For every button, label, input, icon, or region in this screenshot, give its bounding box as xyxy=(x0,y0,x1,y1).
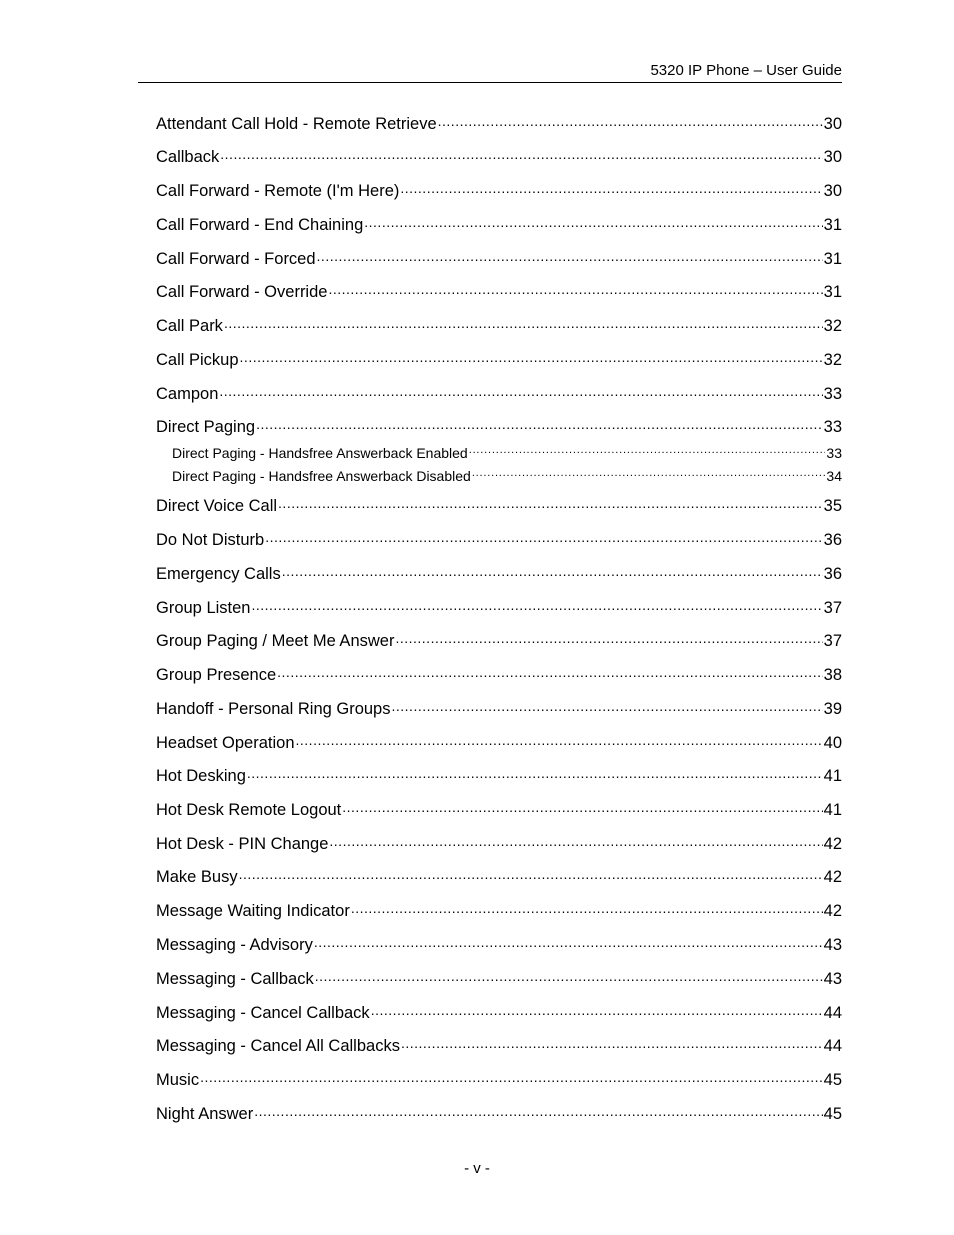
toc-entry[interactable] xyxy=(156,247,842,269)
toc-entry-title: Headset Operation xyxy=(156,733,295,752)
dot-leader xyxy=(220,145,822,162)
toc-entry[interactable] xyxy=(156,933,842,955)
toc-entry[interactable] xyxy=(156,865,842,887)
toc-entry-title: Emergency Calls xyxy=(156,564,281,583)
dot-leader xyxy=(240,348,823,365)
toc-entry-title: Hot Desk - PIN Change xyxy=(156,834,329,853)
toc-entry[interactable] xyxy=(156,832,842,854)
page-header xyxy=(138,60,842,83)
toc-entry[interactable] xyxy=(156,145,842,167)
toc-entry-title: Call Forward - Forced xyxy=(156,249,316,268)
toc-entry[interactable] xyxy=(156,348,842,370)
dot-leader xyxy=(329,832,822,849)
toc-entry-page: 32 xyxy=(823,316,842,335)
toc-entry-page: 37 xyxy=(823,631,842,650)
toc-entry[interactable] xyxy=(156,528,842,550)
toc-entry-page: 45 xyxy=(823,1070,842,1089)
toc-entry-title: Attendant Call Hold - Remote Retrieve xyxy=(156,114,437,133)
toc-entry-title: Handoff - Personal Ring Groups xyxy=(156,699,391,718)
toc-entry-page: 30 xyxy=(823,181,842,200)
toc-entry-page: 36 xyxy=(823,530,842,549)
toc-entry-title: Callback xyxy=(156,147,220,166)
toc-entry-page: 35 xyxy=(823,496,842,515)
page-number: - v - xyxy=(464,1160,490,1177)
toc-entry-title: Music xyxy=(156,1070,200,1089)
toc-entry-page: 36 xyxy=(823,564,842,583)
toc-entry[interactable] xyxy=(156,663,842,685)
toc-entry-page: 40 xyxy=(823,733,842,752)
toc-entry[interactable] xyxy=(156,382,842,404)
toc-entry[interactable] xyxy=(156,596,842,618)
dot-leader xyxy=(278,494,823,511)
dot-leader xyxy=(472,467,826,481)
toc-entry[interactable] xyxy=(156,967,842,989)
toc-entry-page: 43 xyxy=(823,969,842,988)
toc-entry-title: Hot Desk Remote Logout xyxy=(156,800,342,819)
toc-entry-title: Call Pickup xyxy=(156,350,239,369)
dot-leader xyxy=(277,663,822,680)
dot-leader xyxy=(224,314,823,331)
toc-entry-page: 33 xyxy=(823,417,842,436)
toc-entry-title: Direct Paging - Handsfree Answerback Disabled xyxy=(172,468,471,484)
toc-entry-page: 31 xyxy=(823,282,842,301)
toc-entry-title: Messaging - Cancel Callback xyxy=(156,1003,370,1022)
dot-leader xyxy=(219,382,822,399)
toc-entry[interactable] xyxy=(156,1068,842,1090)
toc-entry[interactable] xyxy=(156,731,842,753)
dot-leader xyxy=(265,528,822,545)
toc-entry-page: 30 xyxy=(823,114,842,133)
toc-entry[interactable] xyxy=(156,899,842,921)
dot-leader xyxy=(364,213,822,230)
toc-entry-page: 44 xyxy=(823,1036,842,1055)
toc-entry-page: 33 xyxy=(823,384,842,403)
dot-leader xyxy=(392,697,823,714)
dot-leader xyxy=(296,731,823,748)
dot-leader xyxy=(315,967,823,984)
toc-entry-title: Call Forward - Override xyxy=(156,282,328,301)
toc-entry-page: 32 xyxy=(823,350,842,369)
toc-entry-title: Direct Voice Call xyxy=(156,496,278,515)
toc-entry-title: Group Listen xyxy=(156,598,251,617)
toc-entry-page: 37 xyxy=(823,598,842,617)
dot-leader xyxy=(438,112,823,129)
dot-leader xyxy=(400,179,822,196)
dot-leader xyxy=(247,764,823,781)
toc-entry[interactable] xyxy=(156,112,842,134)
dot-leader xyxy=(401,1034,823,1051)
toc-entry-title: Group Presence xyxy=(156,665,277,684)
dot-leader xyxy=(317,247,823,264)
toc-entry-page: 44 xyxy=(823,1003,842,1022)
toc-subentry[interactable] xyxy=(172,444,842,462)
toc-entry-page: 42 xyxy=(823,867,842,886)
header-title: 5320 IP Phone – User Guide xyxy=(650,62,842,79)
toc-entry[interactable] xyxy=(156,562,842,584)
dot-leader xyxy=(342,798,822,815)
toc-entry[interactable] xyxy=(156,629,842,651)
toc-entry-page: 43 xyxy=(823,935,842,954)
toc-entry[interactable] xyxy=(156,1001,842,1023)
dot-leader xyxy=(251,596,822,613)
dot-leader xyxy=(395,629,822,646)
toc-entry-page: 31 xyxy=(823,249,842,268)
toc-entry-title: Call Forward - Remote (I'm Here) xyxy=(156,181,400,200)
toc-entry-title: Make Busy xyxy=(156,867,238,886)
toc-entry-title: Campon xyxy=(156,384,219,403)
dot-leader xyxy=(351,899,823,916)
toc-entry[interactable] xyxy=(156,798,842,820)
toc-entry-page: 45 xyxy=(823,1104,842,1123)
toc-entry-title: Group Paging / Meet Me Answer xyxy=(156,631,395,650)
toc-entry-title: Hot Desking xyxy=(156,766,246,785)
toc-entry-page: 31 xyxy=(823,215,842,234)
toc-entry-page: 33 xyxy=(826,445,842,461)
dot-leader xyxy=(254,1102,822,1119)
toc-entry-page: 34 xyxy=(826,468,842,484)
toc-entry-title: Call Forward - End Chaining xyxy=(156,215,364,234)
toc-entry[interactable] xyxy=(156,494,842,516)
toc-entry-page: 39 xyxy=(823,699,842,718)
toc-entry-title: Messaging - Advisory xyxy=(156,935,313,954)
dot-leader xyxy=(469,444,826,458)
toc-entry-page: 41 xyxy=(823,766,842,785)
toc-subentry[interactable] xyxy=(172,467,842,485)
toc-entry[interactable] xyxy=(156,1034,842,1056)
dot-leader xyxy=(371,1001,823,1018)
toc-entry-title: Call Park xyxy=(156,316,223,335)
toc-entry[interactable] xyxy=(156,415,842,437)
toc-entry-page: 41 xyxy=(823,800,842,819)
toc-entry[interactable] xyxy=(156,179,842,201)
toc-entry-page: 30 xyxy=(823,147,842,166)
dot-leader xyxy=(200,1068,823,1085)
toc-entry-page: 42 xyxy=(823,901,842,920)
dot-leader xyxy=(282,562,823,579)
dot-leader xyxy=(314,933,823,950)
toc-entry-title: Messaging - Callback xyxy=(156,969,314,988)
toc-entry-title: Messaging - Cancel All Callbacks xyxy=(156,1036,400,1055)
toc-entry-title: Direct Paging xyxy=(156,417,256,436)
toc-entry-title: Do Not Disturb xyxy=(156,530,265,549)
toc-entry-title: Night Answer xyxy=(156,1104,254,1123)
dot-leader xyxy=(256,415,823,432)
toc-entry-page: 42 xyxy=(823,834,842,853)
toc-entry[interactable] xyxy=(156,280,842,302)
toc-entry[interactable] xyxy=(156,697,842,719)
toc-entry[interactable] xyxy=(156,314,842,336)
toc-entry-title: Message Waiting Indicator xyxy=(156,901,350,920)
toc-entry-title: Direct Paging - Handsfree Answerback Enabled xyxy=(172,445,468,461)
toc-entry-page: 38 xyxy=(823,665,842,684)
toc-entry[interactable] xyxy=(156,213,842,235)
toc-entry[interactable] xyxy=(156,1102,842,1124)
dot-leader xyxy=(239,865,823,882)
toc-entry[interactable] xyxy=(156,764,842,786)
dot-leader xyxy=(328,280,822,297)
